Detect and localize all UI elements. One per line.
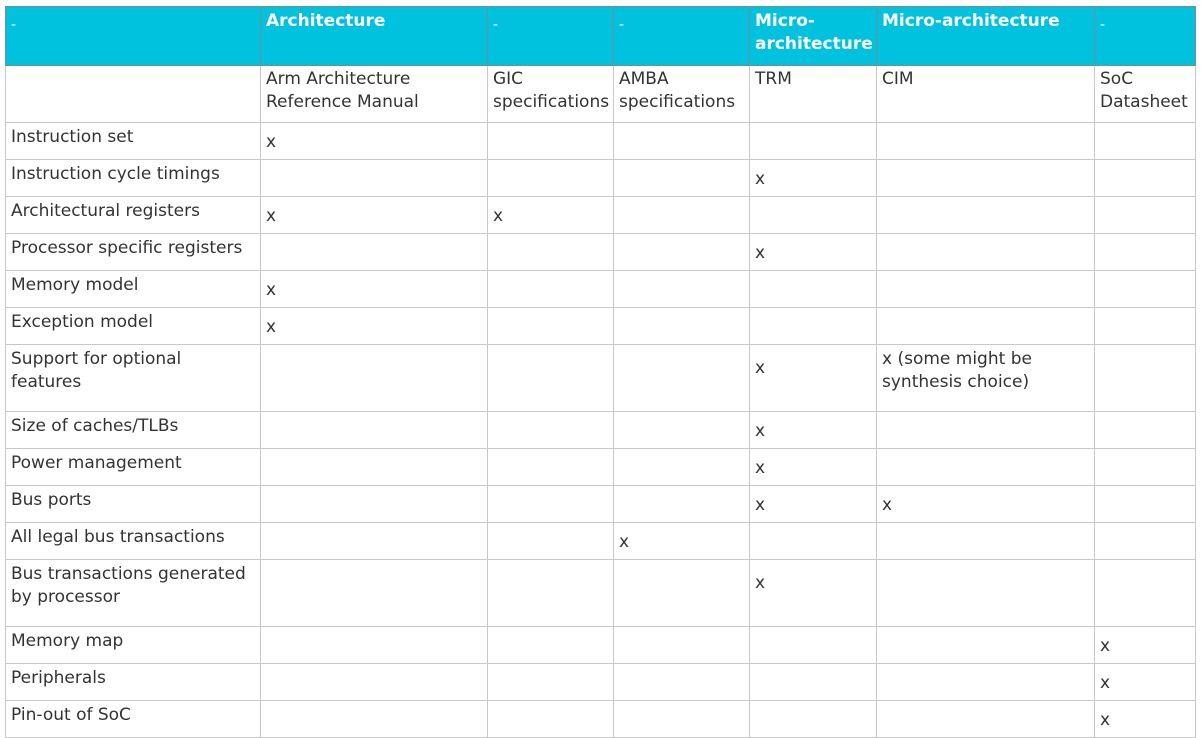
table-cell: [1095, 560, 1196, 627]
table-cell: [750, 664, 877, 701]
table-cell: [877, 271, 1095, 308]
table-cell: x: [261, 123, 488, 160]
table-cell: x: [261, 308, 488, 345]
table-cell: [1095, 197, 1196, 234]
table-cell: x: [750, 560, 877, 627]
row-label: Architectural registers: [6, 197, 261, 234]
table-row: [6, 560, 1196, 627]
table-row: [6, 412, 1196, 449]
subheader-cell-cim: CIM: [877, 66, 1095, 123]
table-cell: [1095, 412, 1196, 449]
table-cell: [488, 412, 614, 449]
row-label: Memory map: [6, 627, 261, 664]
table-cell: x: [1095, 701, 1196, 738]
table-cell: [750, 308, 877, 345]
row-label: Exception model: [6, 308, 261, 345]
table-cell: [1095, 123, 1196, 160]
table-cell: [750, 701, 877, 738]
table-cell: [614, 701, 750, 738]
documentation-matrix-table: [5, 6, 1196, 738]
table-cell: [261, 560, 488, 627]
row-label: Bus transactions generated by processor: [6, 560, 261, 627]
table-row: [6, 271, 1196, 308]
table-cell: x: [261, 197, 488, 234]
row-label: Power management: [6, 449, 261, 486]
table-cell: [1095, 271, 1196, 308]
table-cell: [488, 664, 614, 701]
subheader-cell-gic: GIC specifications: [488, 66, 614, 123]
table-cell: x: [750, 345, 877, 412]
table-cell: [614, 627, 750, 664]
table-cell: [877, 234, 1095, 271]
table-cell: [877, 523, 1095, 560]
table-cell: [261, 345, 488, 412]
table-cell: [261, 160, 488, 197]
table-cell: [1095, 234, 1196, 271]
table-row: [6, 486, 1196, 523]
table-row: [6, 345, 1196, 412]
table-cell: [750, 523, 877, 560]
table-cell: [261, 701, 488, 738]
table-cell: [488, 345, 614, 412]
table-cell: x: [750, 412, 877, 449]
table-cell: [261, 486, 488, 523]
table-cell: [488, 160, 614, 197]
table-cell: [614, 486, 750, 523]
row-label: Peripherals: [6, 664, 261, 701]
table-cell: x (some might be synthesis choice): [877, 345, 1095, 412]
table-cell: [261, 627, 488, 664]
table-cell: x: [750, 160, 877, 197]
table-cell: [877, 627, 1095, 664]
table-cell: x: [750, 449, 877, 486]
table-cell: [261, 234, 488, 271]
table-cell: [488, 123, 614, 160]
table-cell: [877, 449, 1095, 486]
table-cell: [614, 308, 750, 345]
table-cell: [750, 627, 877, 664]
table-cell: [488, 627, 614, 664]
table-row: [6, 701, 1196, 738]
table-row: [6, 523, 1196, 560]
table-cell: [488, 308, 614, 345]
table-cell: x: [877, 486, 1095, 523]
header-cell-3: -: [614, 7, 750, 66]
table-cell: [614, 271, 750, 308]
header-cell-6: -: [1095, 7, 1196, 66]
table-cell: [877, 160, 1095, 197]
row-label: Instruction set: [6, 123, 261, 160]
table-cell: [1095, 160, 1196, 197]
table-cell: [261, 449, 488, 486]
table-cell: [614, 197, 750, 234]
table-cell: [877, 197, 1095, 234]
table-row: [6, 449, 1196, 486]
table-cell: [614, 560, 750, 627]
table-cell: [1095, 449, 1196, 486]
table-cell: [488, 271, 614, 308]
table-cell: [614, 664, 750, 701]
table-cell: [614, 123, 750, 160]
header-cell-0: -: [6, 7, 261, 66]
table-cell: [614, 234, 750, 271]
table-row: [6, 234, 1196, 271]
table-cell: [614, 160, 750, 197]
table-cell: [488, 449, 614, 486]
table-cell: [750, 123, 877, 160]
table-cell: [488, 234, 614, 271]
subheader-cell-0: [6, 66, 261, 123]
table-cell: [877, 560, 1095, 627]
table-row: [6, 197, 1196, 234]
table-cell: [488, 560, 614, 627]
header-cell-2: -: [488, 7, 614, 66]
table-cell: [750, 271, 877, 308]
table-cell: x: [261, 271, 488, 308]
header-cell-micro-architecture-cim: Micro-architecture: [877, 7, 1095, 66]
table-cell: x: [614, 523, 750, 560]
table-header-row: [6, 7, 1196, 66]
table-cell: [1095, 523, 1196, 560]
row-label: Size of caches/TLBs: [6, 412, 261, 449]
row-label: Instruction cycle timings: [6, 160, 261, 197]
row-label: Memory model: [6, 271, 261, 308]
table-cell: [877, 123, 1095, 160]
table-cell: [877, 308, 1095, 345]
table-cell: [488, 486, 614, 523]
table-cell: [488, 523, 614, 560]
row-label: Pin-out of SoC: [6, 701, 261, 738]
header-cell-micro-architecture-trm: Micro-architecture: [750, 7, 877, 66]
table-cell: [614, 449, 750, 486]
table-cell: x: [1095, 664, 1196, 701]
row-label: All legal bus transactions: [6, 523, 261, 560]
table-cell: x: [1095, 627, 1196, 664]
row-label: Support for optional features: [6, 345, 261, 412]
table-cell: [877, 701, 1095, 738]
subheader-cell-trm: TRM: [750, 66, 877, 123]
table-cell: [614, 412, 750, 449]
table-row: [6, 627, 1196, 664]
table-cell: [1095, 345, 1196, 412]
table-cell: x: [750, 486, 877, 523]
row-label: Processor specific registers: [6, 234, 261, 271]
table-row: [6, 664, 1196, 701]
subheader-cell-soc-datasheet: SoC Datasheet: [1095, 66, 1196, 123]
table-cell: [261, 412, 488, 449]
table-cell: [1095, 486, 1196, 523]
table-cell: [877, 664, 1095, 701]
header-cell-architecture: Architecture: [261, 7, 488, 66]
table-body: [6, 123, 1196, 738]
table-cell: [1095, 308, 1196, 345]
table-row: [6, 123, 1196, 160]
row-label: Bus ports: [6, 486, 261, 523]
table-cell: [614, 345, 750, 412]
table-cell: x: [488, 197, 614, 234]
table-cell: [261, 523, 488, 560]
subheader-cell-arm-arm: Arm Architecture Reference Manual: [261, 66, 488, 123]
table-cell: [488, 701, 614, 738]
subheader-cell-amba: AMBA specifications: [614, 66, 750, 123]
table-row: [6, 308, 1196, 345]
table-subheader-row: [6, 66, 1196, 123]
table-cell: [261, 664, 488, 701]
table-cell: [877, 412, 1095, 449]
table-cell: [750, 197, 877, 234]
table-row: [6, 160, 1196, 197]
table-cell: x: [750, 234, 877, 271]
